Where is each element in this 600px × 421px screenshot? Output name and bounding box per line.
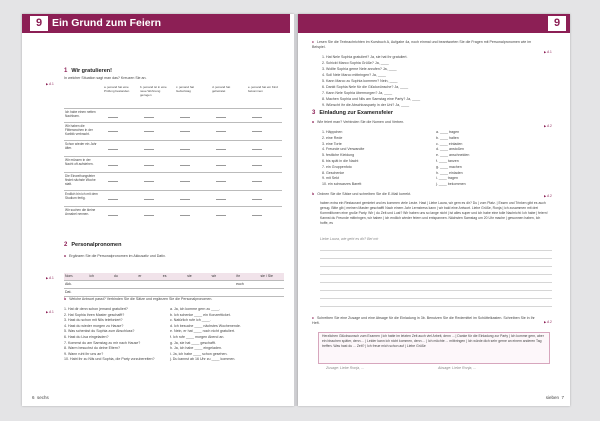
side-label: ▶ A 1 xyxy=(544,50,552,54)
side-label: ▶ A 2 xyxy=(544,124,552,128)
list-item: 7. ein Gruppenfoto xyxy=(322,164,352,169)
list-item: 3. eine Torte xyxy=(322,141,342,146)
list-item: c. Natürlich rufe ich ____. xyxy=(170,318,211,323)
list-item: d. ____ anstoßen xyxy=(436,147,464,152)
chapter-header xyxy=(22,14,290,33)
side-label: ▶ A 1 xyxy=(46,82,54,86)
table-cell[interactable] xyxy=(211,281,235,288)
answer-blank[interactable] xyxy=(144,145,154,150)
list-item: e. Nein, er hat ____ noch nicht gratuliert. xyxy=(170,329,235,334)
list-item: f. Ich rufe ____ morgen Abend an. xyxy=(170,334,225,339)
table-row xyxy=(64,289,284,297)
table-header-row xyxy=(64,273,284,281)
list-item: g. Ja, sie hat ____ geschafft. xyxy=(170,340,216,345)
table-cell: er xyxy=(137,273,161,280)
page-footer-word: sechs xyxy=(37,395,49,400)
table-cell: es xyxy=(162,273,186,280)
list-item: b. Ich schenke ____ ein Konzertticket. xyxy=(170,312,231,317)
list-item: 4. Hast du wieder morgen zu Hause? xyxy=(64,323,124,328)
answer-blank[interactable] xyxy=(180,211,190,216)
question-list xyxy=(64,307,166,363)
list-item: c. ____ einladen xyxy=(436,141,463,146)
table-cell[interactable] xyxy=(235,289,259,296)
part-b-instruction xyxy=(312,192,411,197)
answer-blank[interactable] xyxy=(144,127,154,132)
section-number: 2 xyxy=(64,242,68,248)
part-label: c xyxy=(312,40,314,44)
list-item: 7. Kommst du am Samstag zu mir nach Hause? xyxy=(64,340,141,345)
section-title: Wir gratulieren! xyxy=(71,68,112,74)
answer-blank[interactable] xyxy=(108,113,118,118)
answer-blank[interactable] xyxy=(144,211,154,216)
answer-blank[interactable] xyxy=(108,177,118,182)
section-3-heading xyxy=(312,110,393,116)
list-item: h. Ja, ich habe ____ eingeladen. xyxy=(170,346,222,351)
checkbox-row xyxy=(64,122,282,137)
table-cell[interactable] xyxy=(88,281,112,288)
answer-blank[interactable] xyxy=(108,145,118,150)
table-cell: sie xyxy=(186,273,210,280)
write-line[interactable] xyxy=(320,258,552,259)
table-cell: du xyxy=(113,273,137,280)
checkbox-row xyxy=(64,156,282,171)
row-question: Schon wieder ein Jahr älter. xyxy=(65,142,97,150)
table-cell: ich xyxy=(88,273,112,280)
answer-blank[interactable] xyxy=(180,113,190,118)
list-item: 3. Hast du schon mit Nils telefoniert? xyxy=(64,318,123,323)
table-cell[interactable] xyxy=(260,289,284,296)
row-question: Die Einweihungsfeier findet nächste Woche statt. xyxy=(65,174,96,186)
table-cell[interactable] xyxy=(88,289,112,296)
list-item: 9. Wünscht ihr die Abschlussparty in der Uni? Ja, ____ xyxy=(322,103,410,107)
list-item: 9. mit Sekt xyxy=(322,176,339,181)
table-cell: sie / Sie xyxy=(260,273,284,280)
list-item: 2. Schickt Marco Sophia Grüße? Ja, ____ xyxy=(322,61,389,65)
answer-blank[interactable] xyxy=(180,161,190,166)
answer-blank[interactable] xyxy=(252,161,262,166)
table-cell[interactable] xyxy=(113,281,137,288)
list-item: 6. bis spät in die Nacht xyxy=(322,158,359,163)
answer-blank[interactable] xyxy=(216,211,226,216)
part-c-instruction xyxy=(312,40,540,50)
list-item: 9. Wann ruht ihr uns an? xyxy=(64,351,104,356)
table-cell[interactable] xyxy=(113,289,137,296)
checkbox-row xyxy=(64,206,282,221)
column-header: e. jemand hat ein Kind bekommen xyxy=(248,85,278,93)
instruction-text: Wie feiert man? Verbinden Sie die Nomen und Verben. xyxy=(317,120,405,124)
answer-blank[interactable] xyxy=(108,161,118,166)
table-cell[interactable] xyxy=(186,289,210,296)
email-start-example: Liebe Laura, wie geht es dir? Bei mir xyxy=(320,237,379,241)
section-title: Personalpronomen xyxy=(71,242,122,248)
answer-blank[interactable] xyxy=(216,127,226,132)
column-header: c. jemand hat Geburtstag xyxy=(176,85,195,93)
list-item: i. ____ tragen xyxy=(436,176,458,181)
page-number-value: 6 xyxy=(32,395,35,400)
phrase-box xyxy=(318,332,550,364)
checkbox-row xyxy=(64,190,282,205)
absage-label: Absage: Liebe Ronja, ... xyxy=(438,366,477,370)
section-number: 1 xyxy=(64,68,68,74)
instruction-text: Ergänzen Sie die Personalpronomen im Akkusativ und Dativ. xyxy=(69,254,166,258)
list-item: j. ____ bekommen xyxy=(436,182,466,187)
list-item: 2. Hat Sophia ihren Master geschafft? xyxy=(64,312,125,317)
answer-blank[interactable] xyxy=(144,113,154,118)
answer-list xyxy=(170,307,288,363)
page-number-value: 7 xyxy=(561,395,564,400)
answer-blank[interactable] xyxy=(252,177,262,182)
list-item: 8. Machen Sophia und Nils am Samstag eine Party? Ja, ____ xyxy=(322,97,421,101)
chapter-header xyxy=(298,14,570,33)
answer-blank[interactable] xyxy=(108,127,118,132)
list-item: b. ____ halten xyxy=(436,135,459,140)
table-cell: euch xyxy=(236,282,244,286)
table-cell: Dat. xyxy=(65,290,72,294)
list-item: 6. Dankt Sophia Nele für die Glückwünsche? Ja, ____ xyxy=(322,85,409,89)
instruction-text: Lesen Sie die Textnachrichten im Kursbuch A, Aufgabe 4a, noch einmal und beantworten Sie die Fragen mit Personalpronomen wie im Beispiel. xyxy=(312,40,532,50)
answer-blank[interactable] xyxy=(252,145,262,150)
answer-blank[interactable] xyxy=(252,127,262,132)
answer-blank[interactable] xyxy=(252,211,262,216)
list-item: 10. ein schwarzes Barett xyxy=(322,182,362,187)
list-item: 4. Soll Nele Marco mitbringen? Ja, ____ xyxy=(322,73,386,77)
row-question: Wir müssen in der Nacht oft aufstehen. xyxy=(65,158,94,166)
part-label: a xyxy=(312,120,314,124)
side-label: ▶ A 2 xyxy=(544,320,552,324)
write-line[interactable] xyxy=(320,274,552,275)
page-number xyxy=(32,395,49,400)
part-c-instruction xyxy=(312,316,540,326)
instruction-text: Schreiben Sie eine Zusage und eine Absage für die Einladung in 3b. Benutzen Sie die Redemittel im Schüttelkasten. Schreiben Sie in Ihr Heft. xyxy=(312,316,535,326)
list-item: 4. Freunde und Verwandte xyxy=(322,147,365,152)
chapter-number: 9 xyxy=(548,16,566,31)
list-item: 7. Kann Nele Sophia übermorgen? Ja, ____ xyxy=(322,91,393,95)
row-question: Endlich bin ich mit dem Studium fertig. xyxy=(65,192,98,200)
list-item: 1. Hat dir denn schon jemand gratuliert? xyxy=(64,307,128,311)
list-item: h. ____ einladen xyxy=(436,170,463,175)
table-row xyxy=(64,281,284,289)
answer-blank[interactable] xyxy=(144,161,154,166)
side-label: ▶ A 1 xyxy=(46,310,54,314)
list-item: 5. Kann Marco zu Sophia kommen? Nein, ____ xyxy=(322,79,398,83)
table-cell: ihr xyxy=(235,273,259,280)
table-cell[interactable] xyxy=(186,281,210,288)
answer-blank[interactable] xyxy=(144,195,154,200)
list-item: d. Ich besuche ____ nächstes Wochenende. xyxy=(170,323,241,328)
row-question: Ich habe einen netten Nachbarn. xyxy=(65,110,96,118)
section-number: 3 xyxy=(312,110,316,116)
part-label: b xyxy=(312,192,315,196)
list-item: j. Du kannst ab 16 Uhr zu ____ kommen. xyxy=(170,357,236,362)
right-page xyxy=(298,14,570,406)
part-label: a xyxy=(64,254,66,258)
section-1-heading xyxy=(64,68,112,74)
table-cell: Akk. xyxy=(65,282,72,286)
answer-blank[interactable] xyxy=(252,113,262,118)
list-item: i. Ja, ich habe ____ schon gesehen. xyxy=(170,351,228,356)
table-cell[interactable] xyxy=(162,281,186,288)
section-2-heading xyxy=(64,242,121,248)
list-item: 10. Habt ihr zu Nils und Sophia, die Party vorzubereiten? xyxy=(64,357,155,362)
answer-blank[interactable] xyxy=(216,177,226,182)
section-1-instruction: In welcher Situation sagt man das? Kreuzen Sie an. xyxy=(64,76,147,80)
part-a-instruction xyxy=(64,254,166,259)
answer-blank[interactable] xyxy=(144,177,154,182)
checkbox-row xyxy=(64,172,282,187)
column-header: a. jemand hat eine Prüfung bestanden xyxy=(104,85,130,93)
list-item: 5. Was schenkst du Sophia zum Abschluss? xyxy=(64,329,135,334)
part-b-instruction xyxy=(64,297,212,302)
list-item: a. Ja, ich komme gern zu ____. xyxy=(170,307,221,311)
list-item: 5. festliche Kleidung xyxy=(322,153,355,158)
write-line[interactable] xyxy=(320,298,552,299)
table-cell: Nom. xyxy=(64,273,88,280)
answer-blank[interactable] xyxy=(180,177,190,182)
left-page xyxy=(22,14,294,406)
instruction-text: Welche Antwort passt? Verbinden Sie die Sätze und ergänzen Sie die Personalpronomen. xyxy=(69,297,213,301)
answer-blank[interactable] xyxy=(216,145,226,150)
page-number xyxy=(546,395,564,400)
row-question: Wir suchen die kleine Annabel nennen. xyxy=(65,208,96,216)
noun-list xyxy=(322,130,422,188)
answer-blank[interactable] xyxy=(108,195,118,200)
write-line[interactable] xyxy=(320,266,552,267)
list-item: 8. Warm besuchst du deine Eltern? xyxy=(64,346,120,351)
list-item: 1. Hat Nele Sophia gratuliert? Ja, sie hat ihr gratuliert. xyxy=(322,55,408,59)
column-header: b. jemand ist in eine neue Wohnung gezogen xyxy=(140,85,167,97)
checkbox-row xyxy=(64,140,282,155)
write-line[interactable] xyxy=(320,250,552,251)
answer-blank[interactable] xyxy=(216,113,226,118)
answer-blank[interactable] xyxy=(180,127,190,132)
part-label: b xyxy=(64,297,67,301)
checkbox-row xyxy=(64,108,282,123)
answer-blank[interactable] xyxy=(252,195,262,200)
answer-blank[interactable] xyxy=(216,195,226,200)
column-header: d. jemand hat geheiratet xyxy=(212,85,231,93)
instruction-text: Ordnen Sie die Sätze und schreiben Sie die E-Mail korrekt. xyxy=(317,192,412,196)
table-cell[interactable] xyxy=(260,281,284,288)
page-footer-word: sieben xyxy=(545,395,559,400)
answer-blank[interactable] xyxy=(216,161,226,166)
list-item: g. ____ machen xyxy=(436,164,462,169)
answer-blank[interactable] xyxy=(180,195,190,200)
list-item: a. ____ tragen xyxy=(436,130,460,134)
row-question: Wir haben die Flitterwochen in der Karibik verbracht. xyxy=(65,124,93,136)
list-item: f. ____ tanzen xyxy=(436,158,459,163)
chapter-title: Ein Grund zum Feiern xyxy=(52,17,162,29)
email-scrambled-text: haben extra ein Restaurant gemietet und es kommen viele Leute. Hast | Liebe Laura, wir gern es dir? Du | vom Platz. | Essen und Trinken gibt es auch genug. Bitte gib | meinen Master geschafft! Nach einem Jahr Lernstress kann | wir bald eine Antwort. Liebe Grüße, Ronja | ich zusammen mit drei Kommilitonen eine große Party. Wir | du Zeit und Lust? Wir haben uns so lange nicht | ist alles super und ich habe eine tolle Nachricht: Ich habe | feiern! Kannst du Freunde mitbringen, wir haben | ich endlich wieder feiern und entspannen. Nächsten Samstag um 20 Uhr mache | gewonnen haben, Ich hoffe, es xyxy=(320,201,548,225)
write-line[interactable] xyxy=(320,306,552,307)
section-title: Einladung zur Examensfeier xyxy=(319,110,394,116)
table-cell[interactable] xyxy=(162,289,186,296)
table-cell: wir xyxy=(211,273,235,280)
list-item: e. ____ anschneiden xyxy=(436,153,470,158)
list-item: 2. eine Rede xyxy=(322,135,343,140)
chapter-number: 9 xyxy=(30,16,48,31)
write-line[interactable] xyxy=(320,290,552,291)
zusage-label: Zusage: Liebe Ronja, ... xyxy=(326,366,365,370)
part-a-instruction xyxy=(312,120,404,125)
answer-blank[interactable] xyxy=(108,211,118,216)
list-item: 1. Häppchen xyxy=(322,130,343,134)
answer-blank[interactable] xyxy=(180,145,190,150)
list-item: 3. Wollte Sophia gerne Nele anrufen? Ja, ____ xyxy=(322,67,397,71)
table-cell[interactable] xyxy=(137,281,161,288)
question-list xyxy=(322,54,542,108)
verb-list xyxy=(436,130,536,188)
write-line[interactable] xyxy=(320,282,552,283)
table-cell[interactable] xyxy=(211,289,235,296)
side-label: ▶ A 1 xyxy=(46,276,54,280)
phrase-text: Herzlichen Glückwunsch zum Examen | ich hatte im letzten Zeit auch viel Arbeit, denn ... | Danke für die Einladung zur Party | Ich komme gern, aber ein bisschen später, denn ... | Leider kann ich nicht kommen, denn ... | Ich möchte ... mitbringen | Ich würde dich sehr gerne an einem anderen Tag treffen. Was hast du ... Zeit? | Ich freue mich schon auf | Liebe Grüße xyxy=(322,334,544,348)
part-label: c xyxy=(312,316,314,320)
pronoun-table xyxy=(64,273,284,297)
list-item: 6. Hast du Lisa eingeladen? xyxy=(64,334,109,339)
table-cell[interactable] xyxy=(137,289,161,296)
list-item: 8. Geschenke xyxy=(322,170,345,175)
side-label: ▶ A 2 xyxy=(544,194,552,198)
